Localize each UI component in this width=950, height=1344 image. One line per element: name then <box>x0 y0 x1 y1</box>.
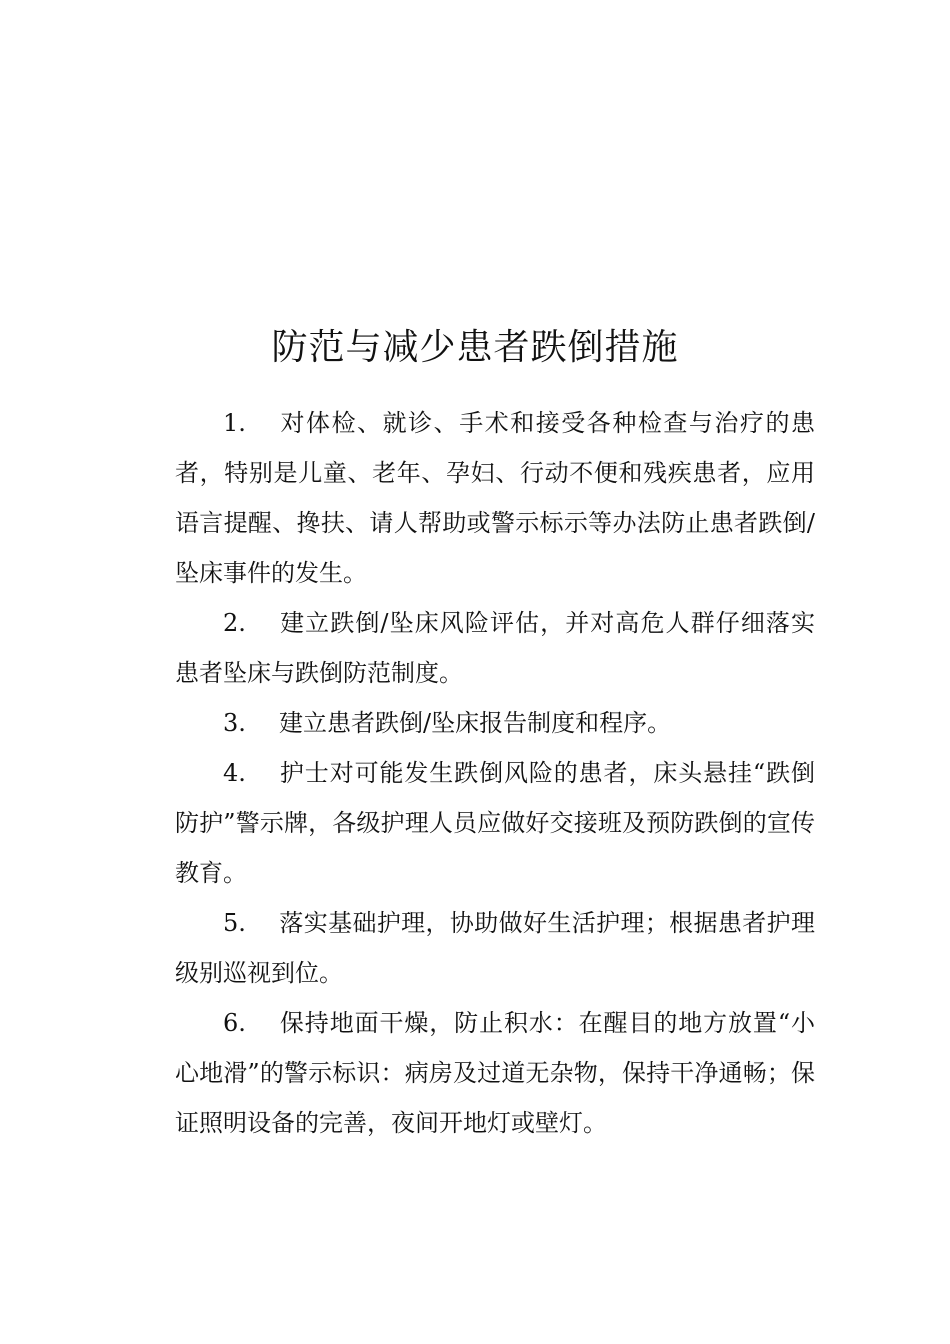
list-item <box>175 398 815 598</box>
item-number: 3. <box>223 709 246 737</box>
document-title: 防范与减少患者跌倒措施 <box>271 327 679 368</box>
item-number: 6. <box>223 1009 246 1037</box>
item-text: 保持地面干燥，防止积水：在醒目的地方放置“小心地滑”的警示标识：病房及过道无杂物，保持干净通畅；保证照明设备的完善，夜间开地灯或壁灯。 <box>175 1009 815 1137</box>
item-number: 2. <box>223 609 246 637</box>
item-text: 建立患者跌倒/坠床报告制度和程序。 <box>279 709 672 737</box>
item-number: 5. <box>223 909 246 937</box>
item-text: 建立跌倒/坠床风险评估，并对高危人群仔细落实患者坠床与跌倒防范制度。 <box>175 609 815 687</box>
item-number: 4. <box>223 759 246 787</box>
list-item <box>175 898 815 998</box>
list-item <box>175 998 815 1148</box>
list-item <box>175 698 815 748</box>
item-text: 护士对可能发生跌倒风险的患者，床头悬挂“跌倒防护”警示牌，各级护理人员应做好交接班及预防跌倒的宣传教育。 <box>175 759 815 887</box>
item-number: 1. <box>223 409 246 437</box>
document-body <box>175 398 815 1148</box>
list-item <box>175 598 815 698</box>
list-item <box>175 748 815 898</box>
item-text: 对体检、就诊、手术和接受各种检查与治疗的患者，特别是儿童、老年、孕妇、行动不便和残疾患者，应用语言提醒、搀扶、请人帮助或警示标示等办法防止患者跌倒/坠床事件的发生。 <box>175 409 815 587</box>
item-text: 落实基础护理，协助做好生活护理；根据患者护理级别巡视到位。 <box>175 909 815 987</box>
